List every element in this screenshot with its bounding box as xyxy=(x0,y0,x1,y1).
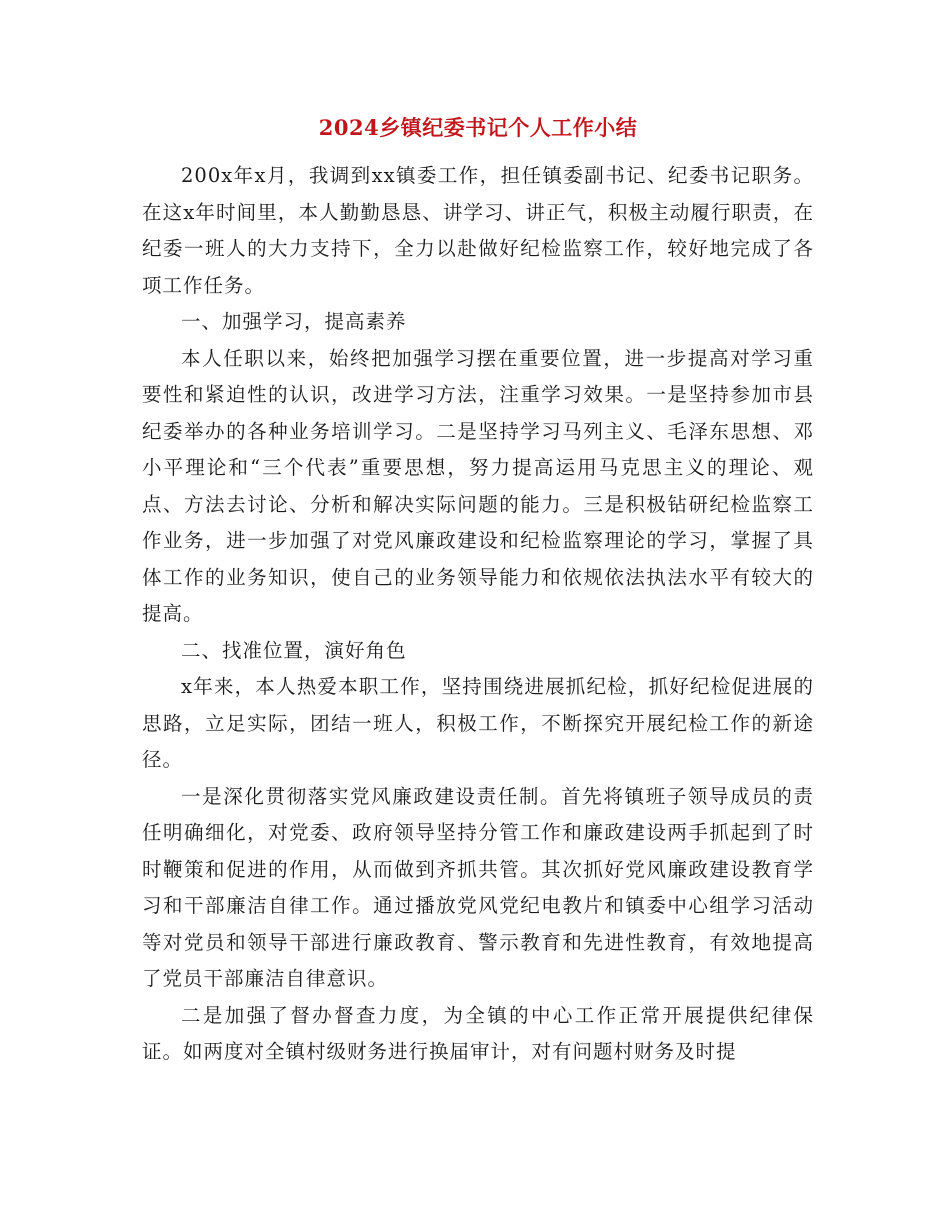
section-heading-1: 一、加强学习，提高素养 xyxy=(181,310,407,333)
document-body xyxy=(142,108,814,1071)
paragraph-role: x年来，本人热爱本职工作，坚持围绕进展抓纪检，抓好纪检促进展的思路，立足实际，团结一班人，积极工作，不断探究开展纪检工作的新途径。 xyxy=(142,675,814,771)
paragraph-study: 本人任职以来，始终把加强学习摆在重要位置，进一步提高对学习重要性和紧迫性的认识，改进学习方法，注重学习效果。一是坚持参加市县纪委举办的各种业务培训学习。二是坚持学习马列主义、毛泽东思想、邓小平理论和“三个代表”重要思想，努力提高运用马克思主义的理论、观点、方法去讨论、分析和解决实际问题的能力。三是积极钻研纪检监察工作业务，进一步加强了对党风廉政建设和纪检监察理论的学习，掌握了具体工作的业务知识，使自己的业务领导能力和依规依法执法水平有较大的提高。 xyxy=(142,346,814,625)
paragraph-intro: 200x年x月，我调到xx镇委工作，担任镇委副书记、纪委书记职务。在这x年时间里，本人勤勤恳恳、讲学习、讲正气，积极主动履行职责，在纪委一班人的大力支持下，全力以赴做好纪检监察工作，较好地完成了各项工作任务。 xyxy=(142,164,814,297)
paragraph-supervision: 二是加强了督办督查力度，为全镇的中心工作正常开展提供纪律保证。如两度对全镇村级财务进行换届审计，对有问题村财务及时提 xyxy=(142,1003,814,1063)
document-title: 2024乡镇纪委书记个人工作小结 xyxy=(318,115,638,140)
paragraph-responsibility: 一是深化贯彻落实党风廉政建设责任制。首先将镇班子领导成员的责任明确细化，对党委、政府领导坚持分管工作和廉政建设两手抓起到了时时鞭策和促进的作用，从而做到齐抓共管。其次抓好党风廉政建设教育学习和干部廉洁自律工作。通过播放党风党纪电教片和镇委中心组学习活动等对党员和领导干部进行廉政教育、警示教育和先进性教育，有效地提高了党员干部廉洁自律意识。 xyxy=(142,784,814,990)
section-heading-2: 二、找准位置，演好角色 xyxy=(181,638,407,662)
